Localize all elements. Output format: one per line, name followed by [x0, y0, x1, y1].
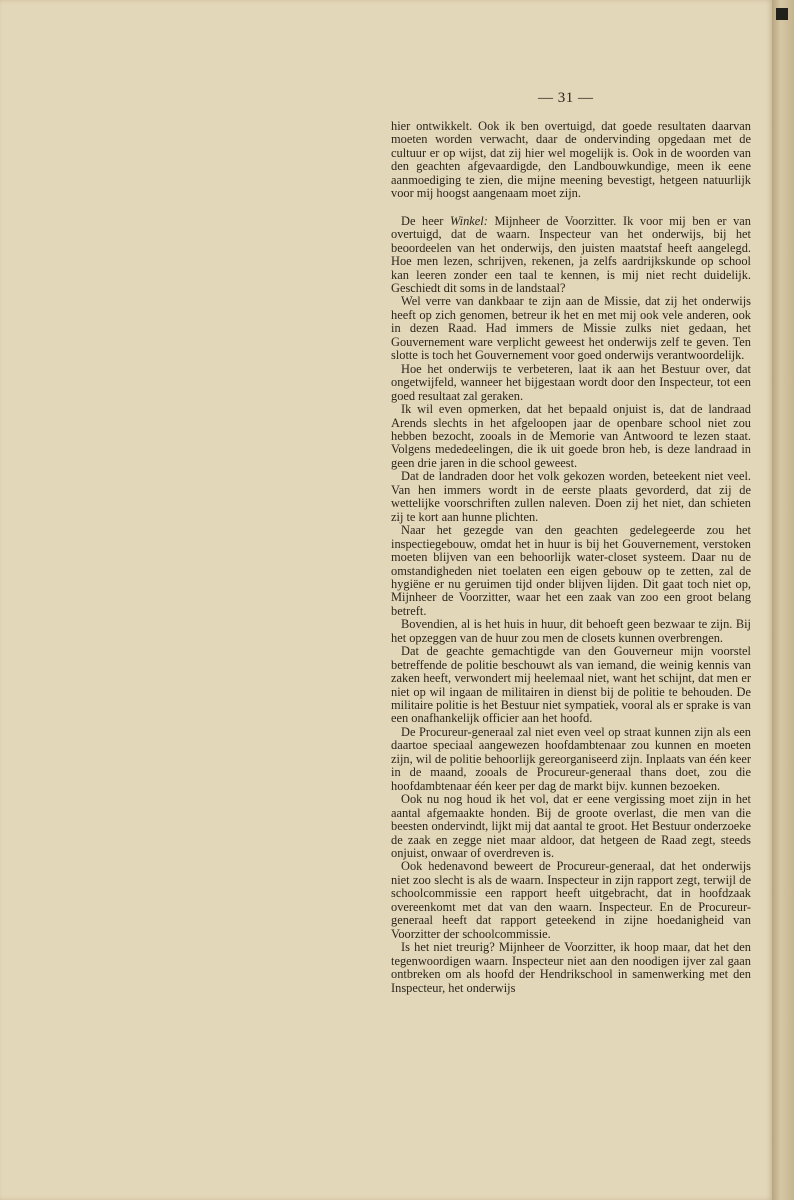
- speaker-intro: De heer: [401, 213, 444, 228]
- speaker-paragraph: [391, 215, 751, 296]
- scan-edge: [772, 0, 794, 1200]
- paragraph: Dat de landraden door het volk gekozen worden, beteekent niet veel. Van hen immers wordt in de eerste plaats gevorderd, dat zij de wettelijke voorschriften zullen naleven. Doen zij het niet, dan schieten zij te kort aan hunne plichten.: [391, 469, 751, 524]
- paragraph: Wel verre van dankbaar te zijn aan de Missie, dat zij het onderwijs heeft op zich genomen, betreur ik het en met mij ook vele anderen, ook in dezen Raad. Had immers de Missie zulks niet gedaan, het Gouvernement ware verplicht geweest het onderwijs zelf te geven. Ten slotte is toch het Gouvernement voor goed onderwijs verantwoordelijk.: [391, 294, 751, 363]
- paragraph: Mijnheer de Voorzitter. Ik voor mij ben er van overtuigd, dat de waarn. Inspecteur van het onderwijs, bij het beoordeelen van het onderwijs, den juisten maatstaf heeft aangelegd. Hoe men lezen, schrijven, rekenen, ja zelfs aardrijkskunde op school kan leeren zonder een taal te kennen, is mij niet recht duidelijk. Geschiedt dit soms in de landstaal?: [391, 213, 751, 295]
- paragraph: Naar het gezegde van den geachten gedelegeerde zou het inspectiegebouw, omdat het in huur is bij het Gouvernement, verstoken moeten blijven van een behoorlijk water-closet systeem. Daar nu de omstandigheden niet toelaten een eigen gebouw op te zetten, zal de hygiëne er nu geruimen tijd onder blijven lijden. Dit gaat toch niet op, Mijnheer de Voorzitter, waar het een zaak van zoo een groot belang betreft.: [391, 523, 751, 618]
- paragraph: Ook nu nog houd ik het vol, dat er eene vergissing moet zijn in het aantal afgemaakte honden. Bij de groote overlast, die men van die beesten ondervindt, lijkt mij dat aantal te groot. Het Bestuur onderzoeke de zaak en zegge niet maar aldoor, dat hetgeen de Raad zegt, steeds onjuist, onwaar of overdreven is.: [391, 792, 751, 861]
- body-text: [391, 120, 751, 995]
- paragraph: De Procureur-generaal zal niet even veel op straat kunnen zijn als een daartoe speciaal aangewezen hoofdambtenaar zou kunnen en moeten zijn, wil de politie behoorlijk gereorganiseerd zijn. Inplaats van één keer in de maand, zooals de Procureur-generaal thans doet, zou die hoofdambtenaar één keer per dag de markt bijv. kunnen bezoeken.: [391, 724, 751, 793]
- paragraph: Bovendien, al is het huis in huur, dit behoeft geen bezwaar te zijn. Bij het opzeggen van de huur zou men de closets kunnen overbrengen.: [391, 617, 751, 645]
- paragraph: hier ontwikkelt. Ook ik ben overtuigd, dat goede resultaten daarvan moeten worden verwacht, daar de ondervinding opgedaan met de cultuur er op wijst, dat zij hier wel mogelijk is. Ook in de woorden van den geachten afgevaardigde, den Landbouwkundige, meen ik eene aanmoediging te zien, die mijne meening bevestigt, hetgeen natuurlijk voor mij hoogst aangenaam moet zijn.: [391, 119, 751, 201]
- paragraph: Ook hedenavond beweert de Procureur-generaal, dat het onderwijs niet zoo slecht is als de waarn. Inspecteur in zijn rapport zegt, terwijl de schoolcommissie een rapport heeft uitgebracht, dat in hoofdzaak overeenkomt met dat van den waarn. Inspecteur. En de Procureur-generaal heeft dat rapport geteekend in zijne hoedanigheid van Voorzitter der schoolcommissie.: [391, 859, 751, 941]
- paragraph: Is het niet treurig? Mijnheer de Voorzitter, ik hoop maar, dat het den tegenwoordigen waarn. Inspecteur niet aan den noodigen ijver zal gaan ontbreken om als hoofd der Hendrikschool in samenwerking met den Inspecteur, het onderwijs: [391, 940, 751, 995]
- paragraph: Hoe het onderwijs te verbeteren, laat ik aan het Bestuur over, dat ongetwijfeld, wanneer het bijgestaan wordt door den Inspecteur, tot een goed resultaat zal geraken.: [391, 361, 751, 403]
- scan-corner-marker: [776, 8, 788, 20]
- page-number: — 31 —: [538, 90, 594, 106]
- paragraph: Dat de geachte gemachtigde van den Gouverneur mijn voorstel betreffende de politie beschouwt als van iemand, die weinig kennis van zaken heeft, verwondert mij heelemaal niet, want het schijnt, dat men er niet op wil ingaan de militairen in dienst bij de politie te behouden. De militaire politie is het Bestuur niet sympatiek, vooral als er sprake is van een onafhankelijk officier aan het hoofd.: [391, 644, 751, 726]
- paragraph: Ik wil even opmerken, dat het bepaald onjuist is, dat de landraad Arends slechts in het afgeloopen jaar de openbare school niet zou hebben bezocht, zooals in de Memorie van Antwoord te lezen staat. Volgens mededeelingen, die ik uit goede bron heb, is deze landraad in geen drie jaren in die school geweest.: [391, 402, 751, 470]
- speaker-name: Winkel:: [450, 213, 488, 228]
